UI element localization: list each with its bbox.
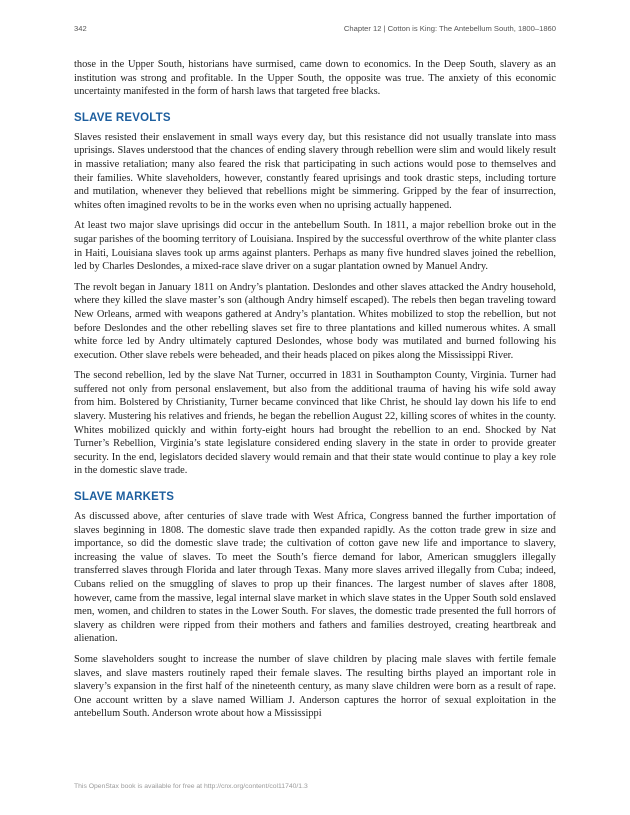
body-paragraph: Some slaveholders sought to increase the number of slave children by placing male slaves with fertile female slaves, and slave masters routinely raped their female slaves. The resulting births played an important role in slavery’s expansion in the first half of the nineteenth century, as many slave children were born as a result of rape. One account written by a slave named William J. Anderson captures the horror of sexual exploitation in the antebellum South. Anderson wrote about how a Mississippi [74,653,556,720]
section-heading-slave-revolts: SLAVE REVOLTS [74,111,171,124]
intro-paragraph: those in the Upper South, historians have surmised, came down to economics. In the Deep South, slavery as an institution was strong and profitable. In the Upper South, the opposite was true. The anxiety of this economic uncertainty manifested in the form of harsh laws that targeted free blacks. [74,59,556,98]
body-paragraph: Slaves resisted their enslavement in small ways every day, but this resistance did not usually translate into mass uprisings. Slaves understood that the chances of ending slavery through rebellion were slim and would likely result in massive retaliation; many also feared the risk that participating in such actions would pose to themselves and their families. White slaveholders, however, constantly feared uprisings and took drastic steps, including torture and mutilation, whenever they believed that rebellions might be simmering. Gripped by the fear of insurrection, whites often imagined revolts to be in the works even when no uprising actually happened. [74,131,556,211]
body-paragraph: The second rebellion, led by the slave Nat Turner, occurred in 1831 in Southampton County, Virginia. Turner had suffered not only from personal enslavement, but also from the additional trauma of having his wife sold away from him. Bolstered by Christianity, Turner became convinced that like Christ, he should lay down his life to end slavery. Mustering his relatives and friends, he began the rebellion August 22, killing scores of whites in the county. Whites mobilized quickly and within forty-eight hours had brought the rebellion to an end. Shocked by Nat Turner’s Rebellion, Virginia’s state legislature considered ending slavery in the state in order to provide greater security. In the end, legislators decided slavery would remain and that their state would continue to play a key role in the domestic slave trade. [74,370,556,477]
body-paragraph: At least two major slave uprisings did occur in the antebellum South. In 1811, a major rebellion broke out in the sugar parishes of the booming territory of Louisiana. Inspired by the successful overthrow of the white planter class in Haiti, Louisiana slaves took up arms against planters. Perhaps as many five hundred slaves joined the rebellion, led by Charles Deslondes, a mixed-race slave driver on a sugar plantation owned by Manuel Andry. [74,220,556,273]
body-paragraph: As discussed above, after centuries of slave trade with West Africa, Congress banned the further importation of slaves beginning in 1808. The domestic slave trade then expanded rapidly. As the cotton trade grew in size and importance, so did the domestic slave trade; the cultivation of cotton gave new life and importance to slavery, increasing the value of slaves. To meet the South’s fierce demand for labor, American smugglers illegally transferred slaves through Florida and later through Texas. Many more slaves arrived illegally from Cuba; indeed, Cubans relied on the smuggling of slaves to prop up their finances. The largest number of slaves after 1808, however, came from the massive, legal internal slave market in which slave states in the Upper South sold enslaved men, women, and children to states in the Lower South. For slaves, the domestic trade presented the full horrors of slavery as children were ripped from their mothers and fathers and families destroyed, creating heartbreak and alienation. [74,511,556,645]
body-paragraph: The revolt began in January 1811 on Andry’s plantation. Deslondes and other slaves attacked the Andry household, where they killed the slave master’s son (although Andry himself escaped). The rebels then began traveling toward New Orleans, armed with weapons gathered at Andry’s plantation. Whites mobilized to stop the rebellion, but not before Deslondes and the other rebelling slaves set fire to three plantations and killed numerous whites. A small white force led by Andry ultimately captured Deslondes, whose body was mutilated and burned following his execution. Other slave rebels were beheaded, and their heads placed on pikes along the Mississippi River. [74,281,556,361]
page-content [74,58,556,728]
chapter-title: Chapter 12 | Cotton is King: The Antebellum South, 1800–1860 [343,24,556,33]
page-number: 342 [74,24,87,33]
page-header [74,24,556,36]
section-heading-slave-markets: SLAVE MARKETS [74,491,175,504]
page-footer: This OpenStax book is available for free at http://cnx.org/content/col11740/1.3 [74,783,308,790]
